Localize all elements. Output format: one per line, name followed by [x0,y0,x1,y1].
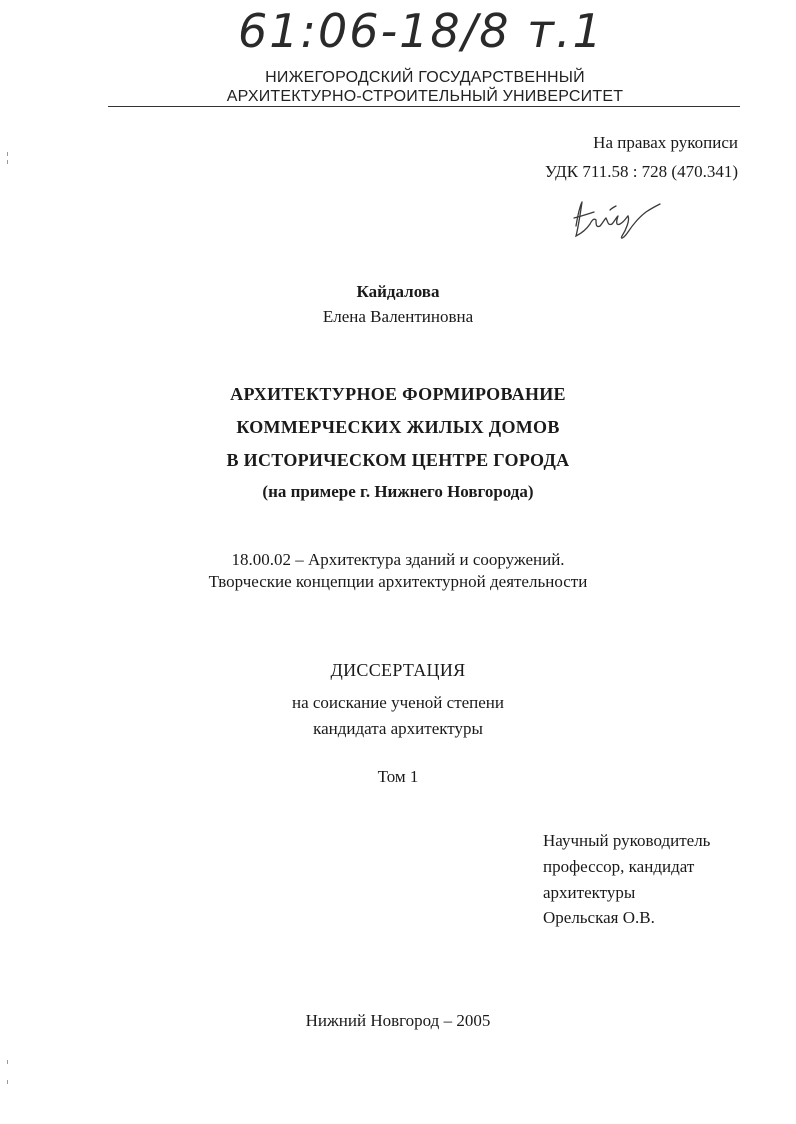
scan-edge-mark [7,152,8,156]
author-given-names: Елена Валентиновна [322,307,474,326]
specialty-code-line: 18.00.02 – Архитектура зданий и сооружений. [231,550,565,569]
volume-number: Том 1 [377,767,419,786]
supervisor-title: профессор, кандидат [543,857,695,876]
scan-edge-mark [7,1080,8,1084]
archive-number-handwritten: 61:06-18/8 т.1 [238,4,604,58]
manuscript-rights-note: На правах рукописи [593,133,738,152]
university-name-line-2: АРХИТЕКТУРНО-СТРОИТЕЛЬНЫЙ УНИВЕРСИТЕТ [226,88,624,105]
thesis-title-line-3: В ИСТОРИЧЕСКОМ ЦЕНТРЕ ГОРОДА [226,450,570,470]
thesis-title-line-1: АРХИТЕКТУРНОЕ ФОРМИРОВАНИЕ [230,384,566,404]
specialty-description-line: Творческие концепции архитектурной деятельности [208,572,588,591]
supervisor-heading: Научный руководитель [543,831,711,850]
author-surname: Кайдалова [356,282,440,301]
city-and-year: Нижний Новгород – 2005 [305,1011,491,1030]
thesis-subtitle: (на примере г. Нижнего Новгорода) [262,482,534,501]
udc-code: УДК 711.58 : 728 (470.341) [544,162,738,181]
degree-line-2: кандидата архитектуры [313,719,483,738]
university-name-line-1: НИЖЕГОРОДСКИЙ ГОСУДАРСТВЕННЫЙ [265,69,585,86]
header-divider [108,106,740,107]
supervisor-field: архитектуры [543,883,636,902]
scan-edge-mark [7,1060,8,1064]
signature-scribble-icon [566,196,666,244]
document-type: ДИССЕРТАЦИЯ [330,660,466,680]
supervisor-name: Орельская О.В. [543,908,655,927]
scan-edge-mark [7,160,8,164]
thesis-title-line-2: КОММЕРЧЕСКИХ ЖИЛЫХ ДОМОВ [236,417,560,437]
author-signature [566,196,666,249]
degree-line-1: на соискание ученой степени [291,693,505,712]
